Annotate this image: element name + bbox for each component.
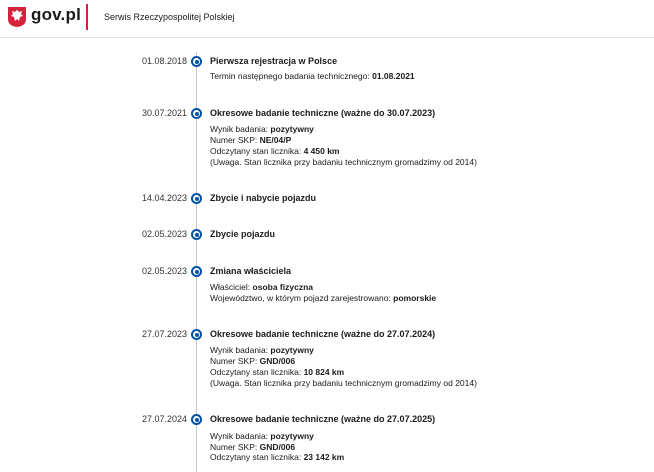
entry-title: Zbycie pojazdu: [210, 229, 276, 239]
skp-value: NE/04/P: [259, 135, 292, 145]
mileage-line: [210, 367, 344, 377]
entry-title: Okresowe badanie techniczne (ważne do 30.07.2023): [210, 108, 436, 118]
result-value: pozytywny: [270, 345, 314, 355]
entry-date: 02.05.2023: [141, 229, 187, 239]
skp-line: [210, 442, 295, 452]
entry-title: Pierwsza rejestracja w Polsce: [210, 56, 338, 66]
timeline-dot-icon: [191, 329, 202, 340]
mileage-label: Odczytany stan licznika:: [210, 146, 302, 156]
entry-title: Okresowe badanie techniczne (ważne do 27.07.2024): [210, 329, 436, 339]
owner-label: Właściciel:: [210, 282, 251, 292]
result-label: Wynik badania:: [210, 345, 269, 355]
result-line: [210, 345, 314, 355]
entry-date: 27.07.2024: [141, 414, 187, 424]
entry-title: Zmiana właściciela: [210, 266, 292, 276]
skp-value: GND/006: [259, 442, 296, 452]
mileage-line: [210, 146, 339, 156]
timeline-dot-icon: [191, 229, 202, 240]
voivodeship-line: [210, 293, 436, 303]
voivodeship-value: pomorskie: [393, 293, 437, 303]
skp-label: Numer SKP:: [210, 442, 258, 452]
header-divider: [86, 4, 88, 30]
entry-date: 30.07.2021: [141, 108, 187, 118]
timeline-dot-icon: [191, 108, 202, 119]
skp-value: GND/006: [259, 356, 296, 366]
service-name: Serwis Rzeczypospolitej Polskiej: [104, 12, 235, 22]
mileage-label: Odczytany stan licznika:: [210, 367, 302, 377]
result-value: pozytywny: [270, 124, 314, 134]
result-label: Wynik badania:: [210, 431, 269, 441]
mileage-note: (Uwaga. Stan licznika przy badaniu technicznym gromadzimy od 2014): [210, 157, 477, 167]
entry-date: 02.05.2023: [141, 266, 187, 276]
timeline-dot-icon: [191, 193, 202, 204]
mileage-value: 4 450 km: [303, 146, 340, 156]
skp-line: [210, 135, 291, 145]
skp-label: Numer SKP:: [210, 356, 258, 366]
timeline-dot-icon: [191, 414, 202, 425]
next-inspection-line: [210, 71, 415, 81]
mileage-value: 10 824 km: [303, 367, 345, 377]
mileage-value: 23 142 km: [303, 452, 345, 462]
entry-title: Zbycie i nabycie pojazdu: [210, 193, 317, 203]
gov-pl-logo-text[interactable]: gov.pl: [31, 5, 81, 24]
entry-title: Okresowe badanie techniczne (ważne do 27.07.2025): [210, 414, 436, 424]
skp-label: Numer SKP:: [210, 135, 258, 145]
timeline-dot-icon: [191, 56, 202, 67]
voivodeship-label: Województwo, w którym pojazd zarejestrowano:: [210, 293, 391, 303]
next-inspection-label: Termin następnego badania technicznego:: [210, 71, 370, 81]
result-value: pozytywny: [270, 431, 314, 441]
owner-line: [210, 282, 313, 292]
entry-date: 14.04.2023: [141, 193, 187, 203]
timeline-dot-icon: [191, 266, 202, 277]
mileage-label: Odczytany stan licznika:: [210, 452, 302, 462]
mileage-line: [210, 452, 344, 462]
entry-date: 01.08.2018: [141, 56, 187, 66]
entry-date: 27.07.2023: [141, 329, 187, 339]
result-line: [210, 431, 314, 441]
owner-value: osoba fizyczna: [252, 282, 313, 292]
mileage-note: (Uwaga. Stan licznika przy badaniu technicznym gromadzimy od 2014): [210, 378, 477, 388]
next-inspection-value: 01.08.2021: [372, 71, 415, 81]
result-line: [210, 124, 314, 134]
result-label: Wynik badania:: [210, 124, 269, 134]
site-header: [0, 0, 654, 38]
polish-eagle-logo-icon[interactable]: [7, 6, 27, 28]
skp-line: [210, 356, 295, 366]
